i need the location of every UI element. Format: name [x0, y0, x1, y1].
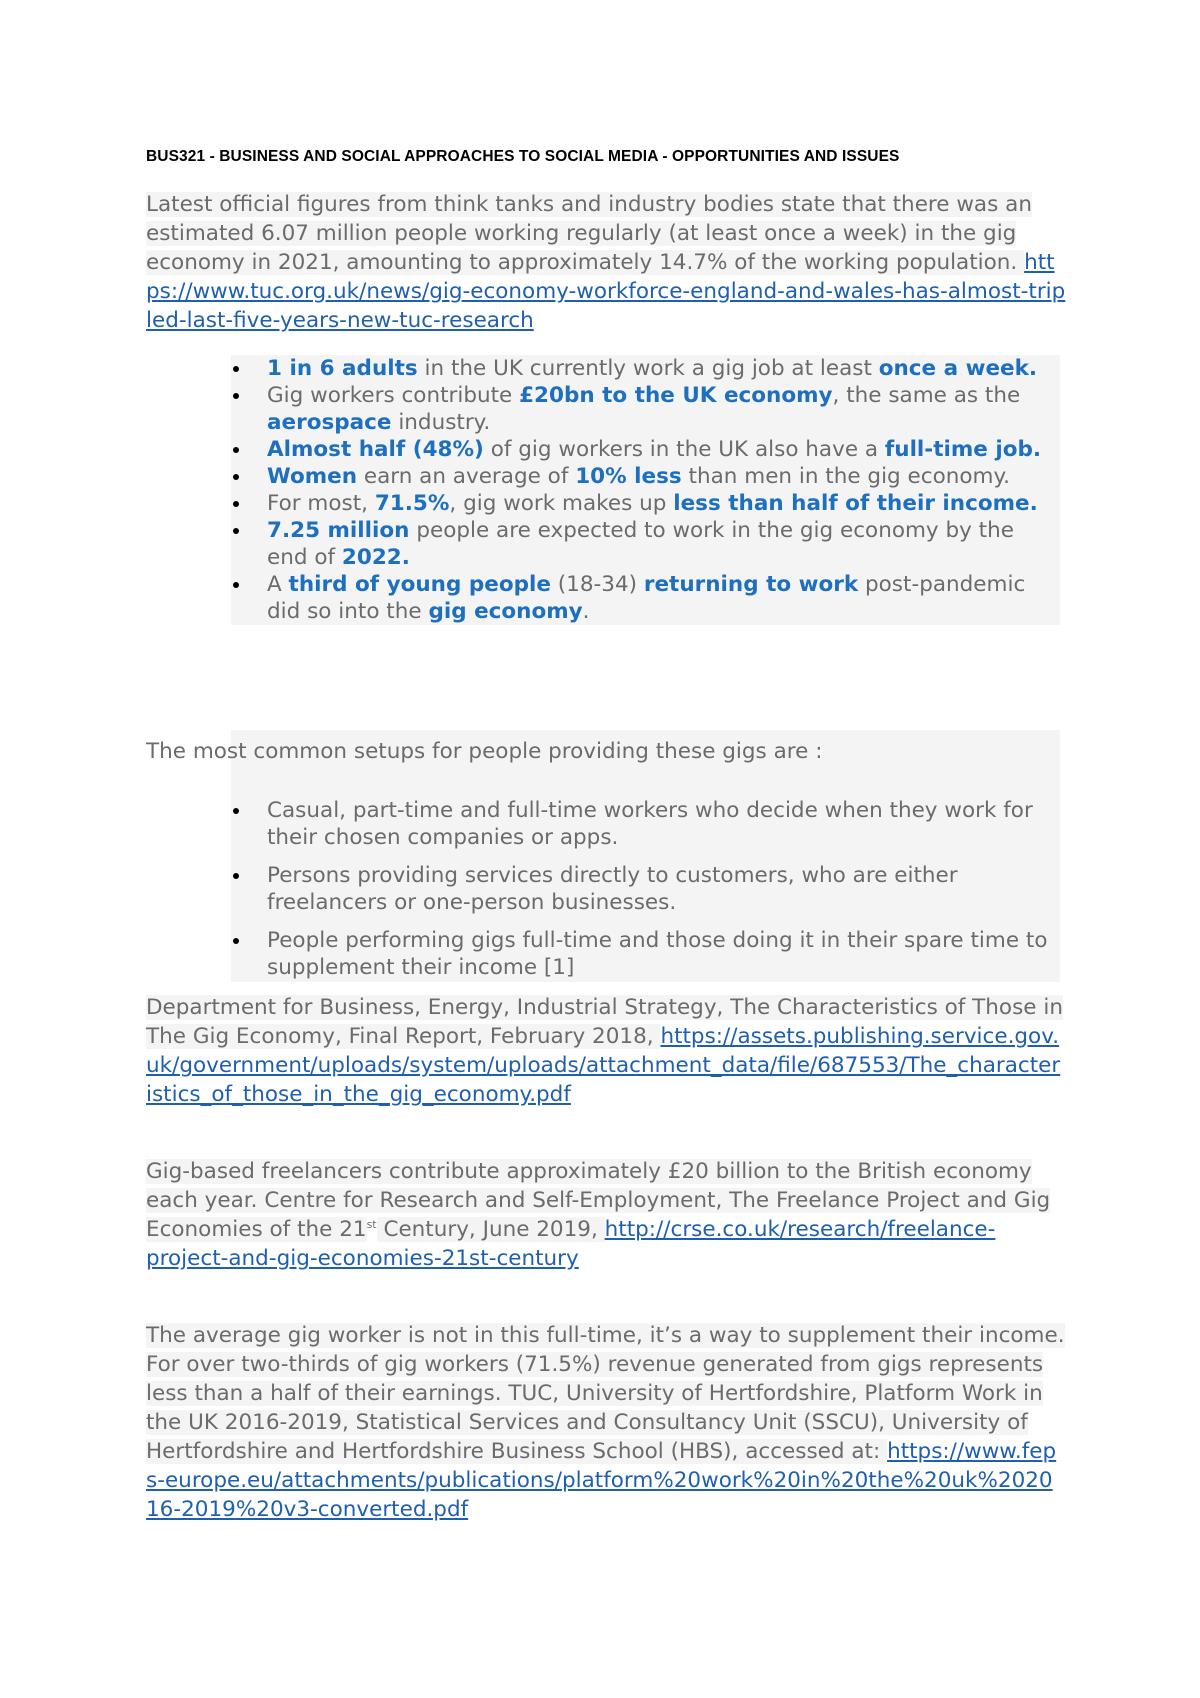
setups-list	[231, 797, 1060, 981]
stats-box	[231, 355, 1060, 625]
intro-paragraph	[146, 190, 1066, 335]
intro-text: Latest official figures from think tanks and industry bodies state that there was an estimated 6.07 million people working regularly (at least once a week) in the gig economy in 2021, amounting to approximately 14.7% of the working population.	[146, 192, 1032, 275]
feps-link[interactable]: https://www.feps-europe.eu/attachments/publications/platform%20work%20in%20the%20uk%202016-2019%20v3-converted.pdf	[146, 1439, 1057, 1522]
reference-3-text: The average gig worker is not in this full-time, it’s a way to supplement their income. For over two-thirds of gig workers (71.5%) revenue generated from gigs represents less than a half of their earnings. TUC, University of Hertfordshire, Platform Work in the UK 2016-2019, Statistical Services and Consultancy Unit (SSCU), University of Hertfordshire and Hertfordshire Business School (HBS), accessed at:	[146, 1323, 1065, 1464]
setups-list-wrap	[231, 797, 1060, 992]
stat-item: A third of young people (18-34) returning to work post-pandemic did so into the gig economy.	[231, 571, 1060, 625]
stats-list	[231, 355, 1060, 625]
document-title: BUS321 - BUSINESS AND SOCIAL APPROACHES TO SOCIAL MEDIA - OPPORTUNITIES AND ISSUES	[146, 148, 900, 165]
stat-item: Women earn an average of 10% less than men in the gig economy.	[231, 463, 1060, 490]
setup-item: Persons providing services directly to customers, who are either freelancers or one-person businesses.	[231, 862, 1060, 916]
stat-item: Almost half (48%) of gig workers in the UK also have a full-time job.	[231, 436, 1060, 463]
reference-3	[146, 1321, 1066, 1524]
stat-item: For most, 71.5%, gig work makes up less than half of their income.	[231, 490, 1060, 517]
reference-2-text-b: Century, June 2019,	[376, 1217, 605, 1242]
superscript: st	[366, 1217, 377, 1231]
setups-intro: The most common setups for people providing these gigs are :	[146, 739, 823, 764]
setup-item: Casual, part-time and full-time workers who decide when they work for their chosen companies or apps.	[231, 797, 1060, 851]
crse-link[interactable]: http://crse.co.uk/research/freelance-project-and-gig-economies-21st-century	[146, 1217, 996, 1271]
stat-item: Gig workers contribute £20bn to the UK economy, the same as the aerospace industry.	[231, 382, 1060, 436]
reference-2	[146, 1157, 1066, 1273]
stat-item: 1 in 6 adults in the UK currently work a gig job at least once a week.	[231, 355, 1060, 382]
gov-report-link[interactable]: https://assets.publishing.service.gov.uk/government/uploads/system/uploads/attachment_data/file/687553/The_characteristics_of_those_in_the_gig_economy.pdf	[146, 1024, 1061, 1107]
reference-1	[146, 993, 1066, 1109]
tuc-link[interactable]: https://www.tuc.org.uk/news/gig-economy-workforce-england-and-wales-has-almost-tripled-last-five-years-new-tuc-research	[146, 250, 1066, 333]
reference-2-text: Gig-based freelancers contribute approximately £20 billion to the British economy each year. Centre for Research and Self-Employment, The Freelance Project and Gig Economies of the 21	[146, 1159, 1051, 1242]
setup-item: People performing gigs full-time and those doing it in their spare time to supplement their income [1]	[231, 927, 1060, 981]
stat-item: 7.25 million people are expected to work in the gig economy by the end of 2022.	[231, 517, 1060, 571]
reference-1-text: Department for Business, Energy, Industrial Strategy, The Characteristics of Those in The Gig Economy, Final Report, February 2018,	[146, 995, 1063, 1049]
